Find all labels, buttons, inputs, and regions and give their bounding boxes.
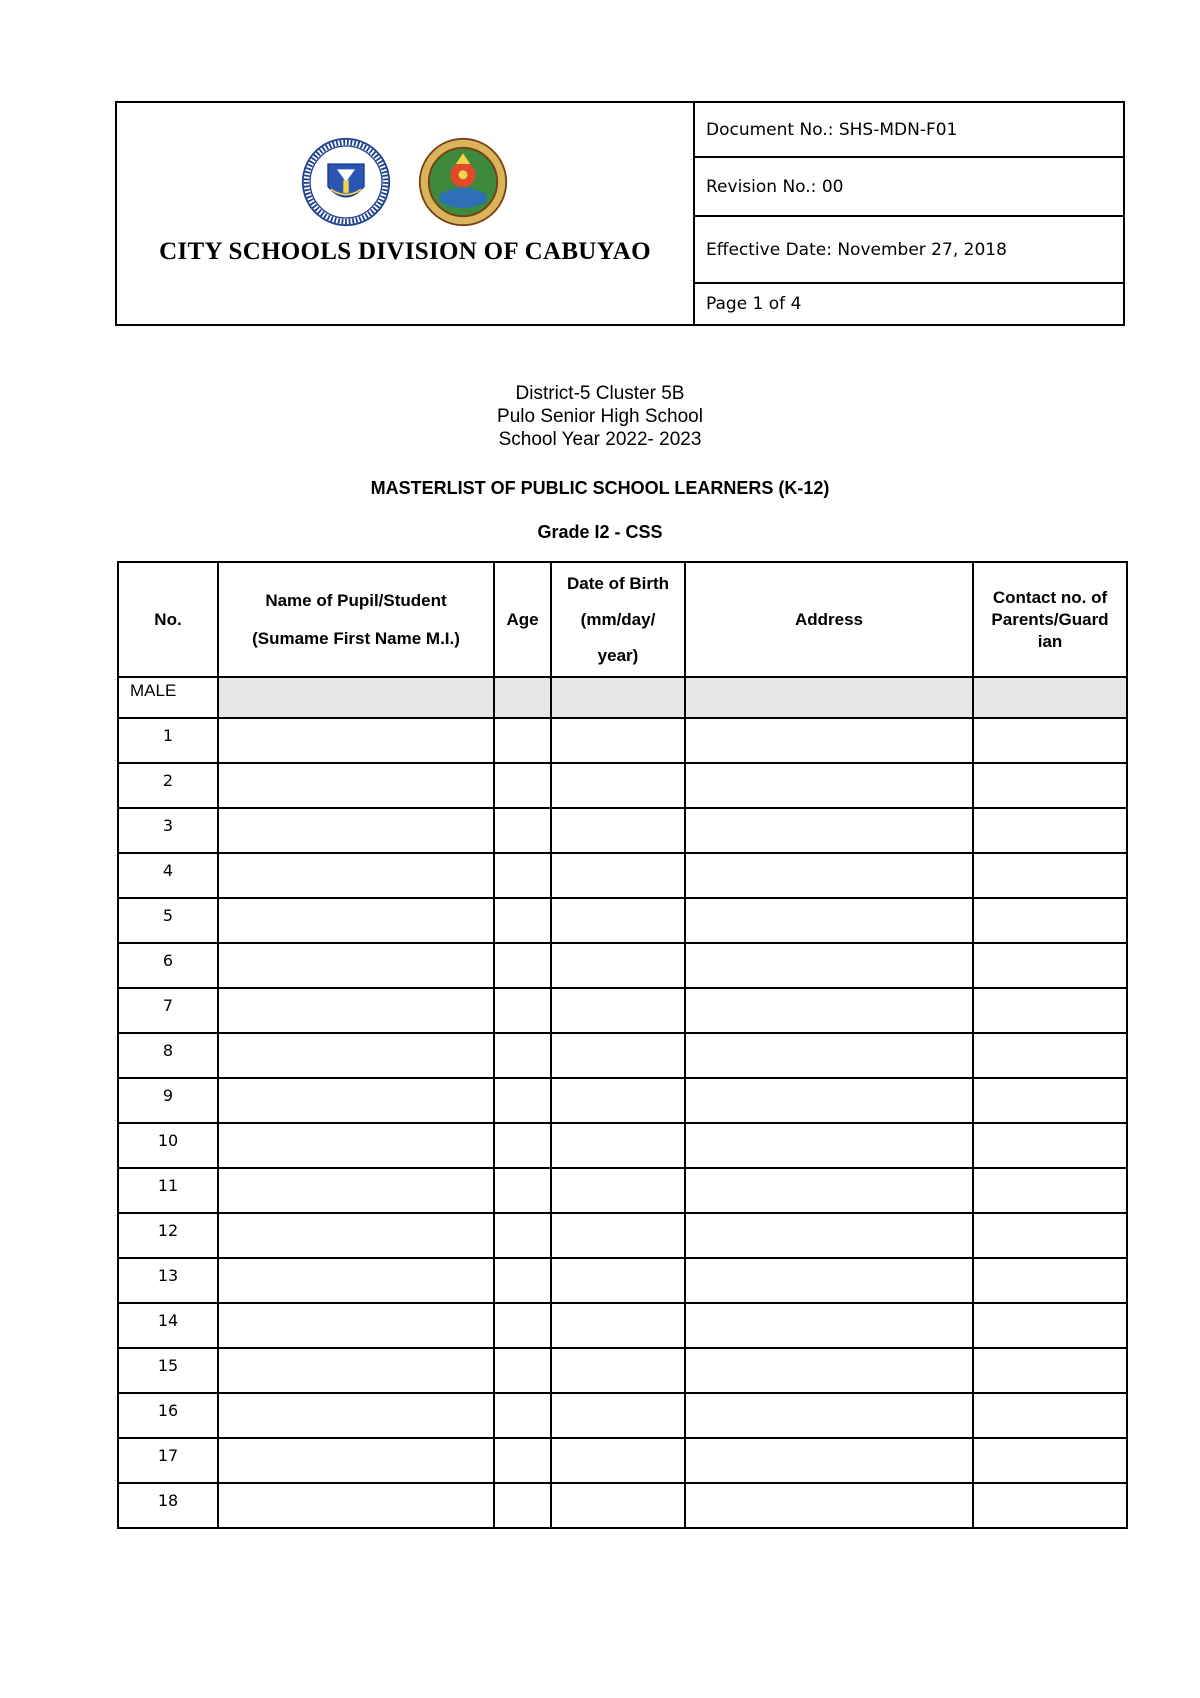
- column-header-dob-line1: Date of Birth: [567, 573, 669, 593]
- contact-cell[interactable]: [973, 763, 1127, 808]
- column-header-no: No.: [118, 562, 218, 677]
- contact-cell[interactable]: [973, 898, 1127, 943]
- revision-number-value: 00: [821, 176, 844, 197]
- division-title: CITY SCHOOLS DIVISION OF CABUYAO: [159, 238, 651, 265]
- row-number-cell: 7: [118, 988, 218, 1033]
- date-of-birth-cell[interactable]: [551, 1123, 685, 1168]
- table-row: [118, 1348, 1127, 1393]
- name-cell[interactable]: [218, 1438, 494, 1483]
- column-header-dob-line2: (mm/day/: [580, 609, 656, 629]
- date-of-birth-cell[interactable]: [551, 1348, 685, 1393]
- table-row: [118, 1303, 1127, 1348]
- row-number-cell: 17: [118, 1438, 218, 1483]
- address-cell[interactable]: [685, 1123, 973, 1168]
- age-cell[interactable]: [494, 1213, 551, 1258]
- age-cell[interactable]: [494, 1393, 551, 1438]
- contact-cell[interactable]: [973, 1168, 1127, 1213]
- row-number-cell: 8: [118, 1033, 218, 1078]
- table-row: [118, 1123, 1127, 1168]
- date-of-birth-cell[interactable]: [551, 1303, 685, 1348]
- effective-date-label: Effective Date:: [706, 239, 832, 260]
- table-row: [118, 1213, 1127, 1258]
- age-cell[interactable]: [494, 943, 551, 988]
- table-row: [118, 988, 1127, 1033]
- page-number: Page 1 of 4: [706, 294, 802, 314]
- contact-cell[interactable]: [973, 1258, 1127, 1303]
- column-header-name-line2: (Sumame First Name M.I.): [252, 628, 460, 648]
- date-of-birth-cell[interactable]: [551, 1393, 685, 1438]
- table-row: [118, 1033, 1127, 1078]
- age-cell[interactable]: [494, 718, 551, 763]
- contact-cell[interactable]: [973, 1213, 1127, 1258]
- section-cell: [551, 677, 685, 718]
- contact-cell[interactable]: [973, 1123, 1127, 1168]
- table-row: [118, 943, 1127, 988]
- address-cell[interactable]: [685, 943, 973, 988]
- row-number-cell: 3: [118, 808, 218, 853]
- effective-date-row: [695, 217, 1123, 284]
- contact-cell[interactable]: [973, 1483, 1127, 1528]
- address-cell[interactable]: [685, 1348, 973, 1393]
- contact-cell[interactable]: [973, 1348, 1127, 1393]
- date-of-birth-cell[interactable]: [551, 1438, 685, 1483]
- date-of-birth-cell[interactable]: [551, 943, 685, 988]
- table-header-row: [118, 562, 1127, 677]
- age-cell[interactable]: [494, 1078, 551, 1123]
- contact-cell[interactable]: [973, 1303, 1127, 1348]
- column-header-dob-line3: year): [597, 645, 639, 665]
- revision-number-label: Revision No.:: [706, 176, 817, 197]
- address-cell[interactable]: [685, 1168, 973, 1213]
- column-header-name-line1: Name of Pupil/Student: [265, 590, 447, 610]
- age-cell[interactable]: [494, 1348, 551, 1393]
- page-number-row: [695, 284, 1123, 324]
- document-control-panel: [695, 103, 1123, 324]
- age-cell[interactable]: [494, 988, 551, 1033]
- table-row: [118, 1483, 1127, 1528]
- name-cell[interactable]: [218, 1258, 494, 1303]
- column-header-address: Address: [685, 562, 973, 677]
- date-of-birth-cell[interactable]: [551, 1168, 685, 1213]
- table-row: [118, 1393, 1127, 1438]
- contact-cell[interactable]: [973, 1438, 1127, 1483]
- column-header-contact-line2: Parents/Guard: [991, 609, 1109, 629]
- section-cell: [218, 677, 494, 718]
- column-header-contact: [973, 562, 1127, 677]
- address-cell[interactable]: [685, 808, 973, 853]
- row-number-cell: 14: [118, 1303, 218, 1348]
- name-cell[interactable]: [218, 943, 494, 988]
- name-cell[interactable]: [218, 808, 494, 853]
- age-cell[interactable]: [494, 1438, 551, 1483]
- age-cell[interactable]: [494, 1168, 551, 1213]
- name-cell[interactable]: [218, 763, 494, 808]
- address-cell[interactable]: [685, 1303, 973, 1348]
- document-header: [115, 101, 1125, 326]
- row-number-cell: 9: [118, 1078, 218, 1123]
- section-row-male: [118, 677, 1127, 718]
- column-header-name: [218, 562, 494, 677]
- name-cell[interactable]: [218, 1033, 494, 1078]
- age-cell[interactable]: [494, 1258, 551, 1303]
- address-cell[interactable]: [685, 853, 973, 898]
- address-cell[interactable]: [685, 1393, 973, 1438]
- address-cell[interactable]: [685, 988, 973, 1033]
- address-cell[interactable]: [685, 1483, 973, 1528]
- school-year: School Year 2022- 2023: [498, 429, 702, 450]
- name-cell[interactable]: [218, 853, 494, 898]
- contact-cell[interactable]: [973, 808, 1127, 853]
- contact-cell[interactable]: [973, 853, 1127, 898]
- address-cell[interactable]: [685, 898, 973, 943]
- column-header-contact-line1: Contact no. of: [992, 587, 1108, 607]
- age-cell[interactable]: [494, 808, 551, 853]
- table-row: [118, 853, 1127, 898]
- name-cell[interactable]: [218, 1078, 494, 1123]
- section-cell: [494, 677, 551, 718]
- age-cell[interactable]: [494, 1123, 551, 1168]
- age-cell[interactable]: [494, 763, 551, 808]
- column-header-age: Age: [494, 562, 551, 677]
- address-cell[interactable]: [685, 763, 973, 808]
- document-number-row: [695, 103, 1123, 158]
- name-cell[interactable]: [218, 1168, 494, 1213]
- table-row: [118, 1168, 1127, 1213]
- masterlist-table: [117, 561, 1128, 1529]
- row-number-cell: 2: [118, 763, 218, 808]
- address-cell[interactable]: [685, 1258, 973, 1303]
- revision-number-row: [695, 158, 1123, 217]
- document-number-label: Document No.:: [706, 119, 834, 140]
- date-of-birth-cell[interactable]: [551, 1258, 685, 1303]
- date-of-birth-cell[interactable]: [551, 1078, 685, 1123]
- section-cell: [685, 677, 973, 718]
- contact-cell[interactable]: [973, 718, 1127, 763]
- row-number-cell: 1: [118, 718, 218, 763]
- address-cell[interactable]: [685, 1078, 973, 1123]
- date-of-birth-cell[interactable]: [551, 1483, 685, 1528]
- row-number-cell: 16: [118, 1393, 218, 1438]
- address-cell[interactable]: [685, 1033, 973, 1078]
- row-number-cell: 12: [118, 1213, 218, 1258]
- row-number-cell: 18: [118, 1483, 218, 1528]
- address-cell[interactable]: [685, 718, 973, 763]
- date-of-birth-cell[interactable]: [551, 808, 685, 853]
- column-header-contact-line3: ian: [1037, 631, 1063, 651]
- age-cell[interactable]: [494, 898, 551, 943]
- date-of-birth-cell[interactable]: [551, 1033, 685, 1078]
- row-number-cell: 15: [118, 1348, 218, 1393]
- table-row: [118, 1438, 1127, 1483]
- contact-cell[interactable]: [973, 1033, 1127, 1078]
- contact-cell[interactable]: [973, 988, 1127, 1033]
- document-title: MASTERLIST OF PUBLIC SCHOOL LEARNERS (K-12): [370, 478, 830, 498]
- row-number-cell: 5: [118, 898, 218, 943]
- section-label: MALE: [118, 677, 218, 718]
- name-cell[interactable]: [218, 718, 494, 763]
- name-cell[interactable]: [218, 898, 494, 943]
- contact-cell[interactable]: [973, 1078, 1127, 1123]
- row-number-cell: 13: [118, 1258, 218, 1303]
- grade-section-title: Grade I2 - CSS: [537, 522, 663, 542]
- district-line: District-5 Cluster 5B: [515, 383, 685, 404]
- name-cell[interactable]: [218, 1123, 494, 1168]
- name-cell[interactable]: [218, 1303, 494, 1348]
- row-number-cell: 10: [118, 1123, 218, 1168]
- address-cell[interactable]: [685, 1213, 973, 1258]
- table-row: [118, 1258, 1127, 1303]
- deped-seal-icon: [301, 137, 391, 227]
- table-row: [118, 763, 1127, 808]
- contact-cell[interactable]: [973, 1393, 1127, 1438]
- section-cell: [973, 677, 1127, 718]
- table-row: [118, 1078, 1127, 1123]
- date-of-birth-cell[interactable]: [551, 718, 685, 763]
- date-of-birth-cell[interactable]: [551, 763, 685, 808]
- school-info: [0, 382, 1200, 451]
- row-number-cell: 4: [118, 853, 218, 898]
- name-cell[interactable]: [218, 1393, 494, 1438]
- name-cell[interactable]: [218, 988, 494, 1033]
- date-of-birth-cell[interactable]: [551, 1213, 685, 1258]
- contact-cell[interactable]: [973, 943, 1127, 988]
- date-of-birth-cell[interactable]: [551, 853, 685, 898]
- table-row: [118, 898, 1127, 943]
- date-of-birth-cell[interactable]: [551, 898, 685, 943]
- effective-date-value: November 27, 2018: [837, 239, 1007, 260]
- division-logo-panel: [117, 103, 695, 324]
- age-cell[interactable]: [494, 1033, 551, 1078]
- column-header-date-of-birth: [551, 562, 685, 677]
- name-cell[interactable]: [218, 1483, 494, 1528]
- age-cell[interactable]: [494, 1303, 551, 1348]
- row-number-cell: 6: [118, 943, 218, 988]
- document-number-value: SHS-MDN-F01: [838, 119, 958, 140]
- row-number-cell: 11: [118, 1168, 218, 1213]
- date-of-birth-cell[interactable]: [551, 988, 685, 1033]
- table-row: [118, 808, 1127, 853]
- school-name: Pulo Senior High School: [497, 406, 703, 427]
- table-row: [118, 718, 1127, 763]
- address-cell[interactable]: [685, 1438, 973, 1483]
- age-cell[interactable]: [494, 1483, 551, 1528]
- division-seal-icon: [418, 137, 508, 227]
- name-cell[interactable]: [218, 1213, 494, 1258]
- name-cell[interactable]: [218, 1348, 494, 1393]
- age-cell[interactable]: [494, 853, 551, 898]
